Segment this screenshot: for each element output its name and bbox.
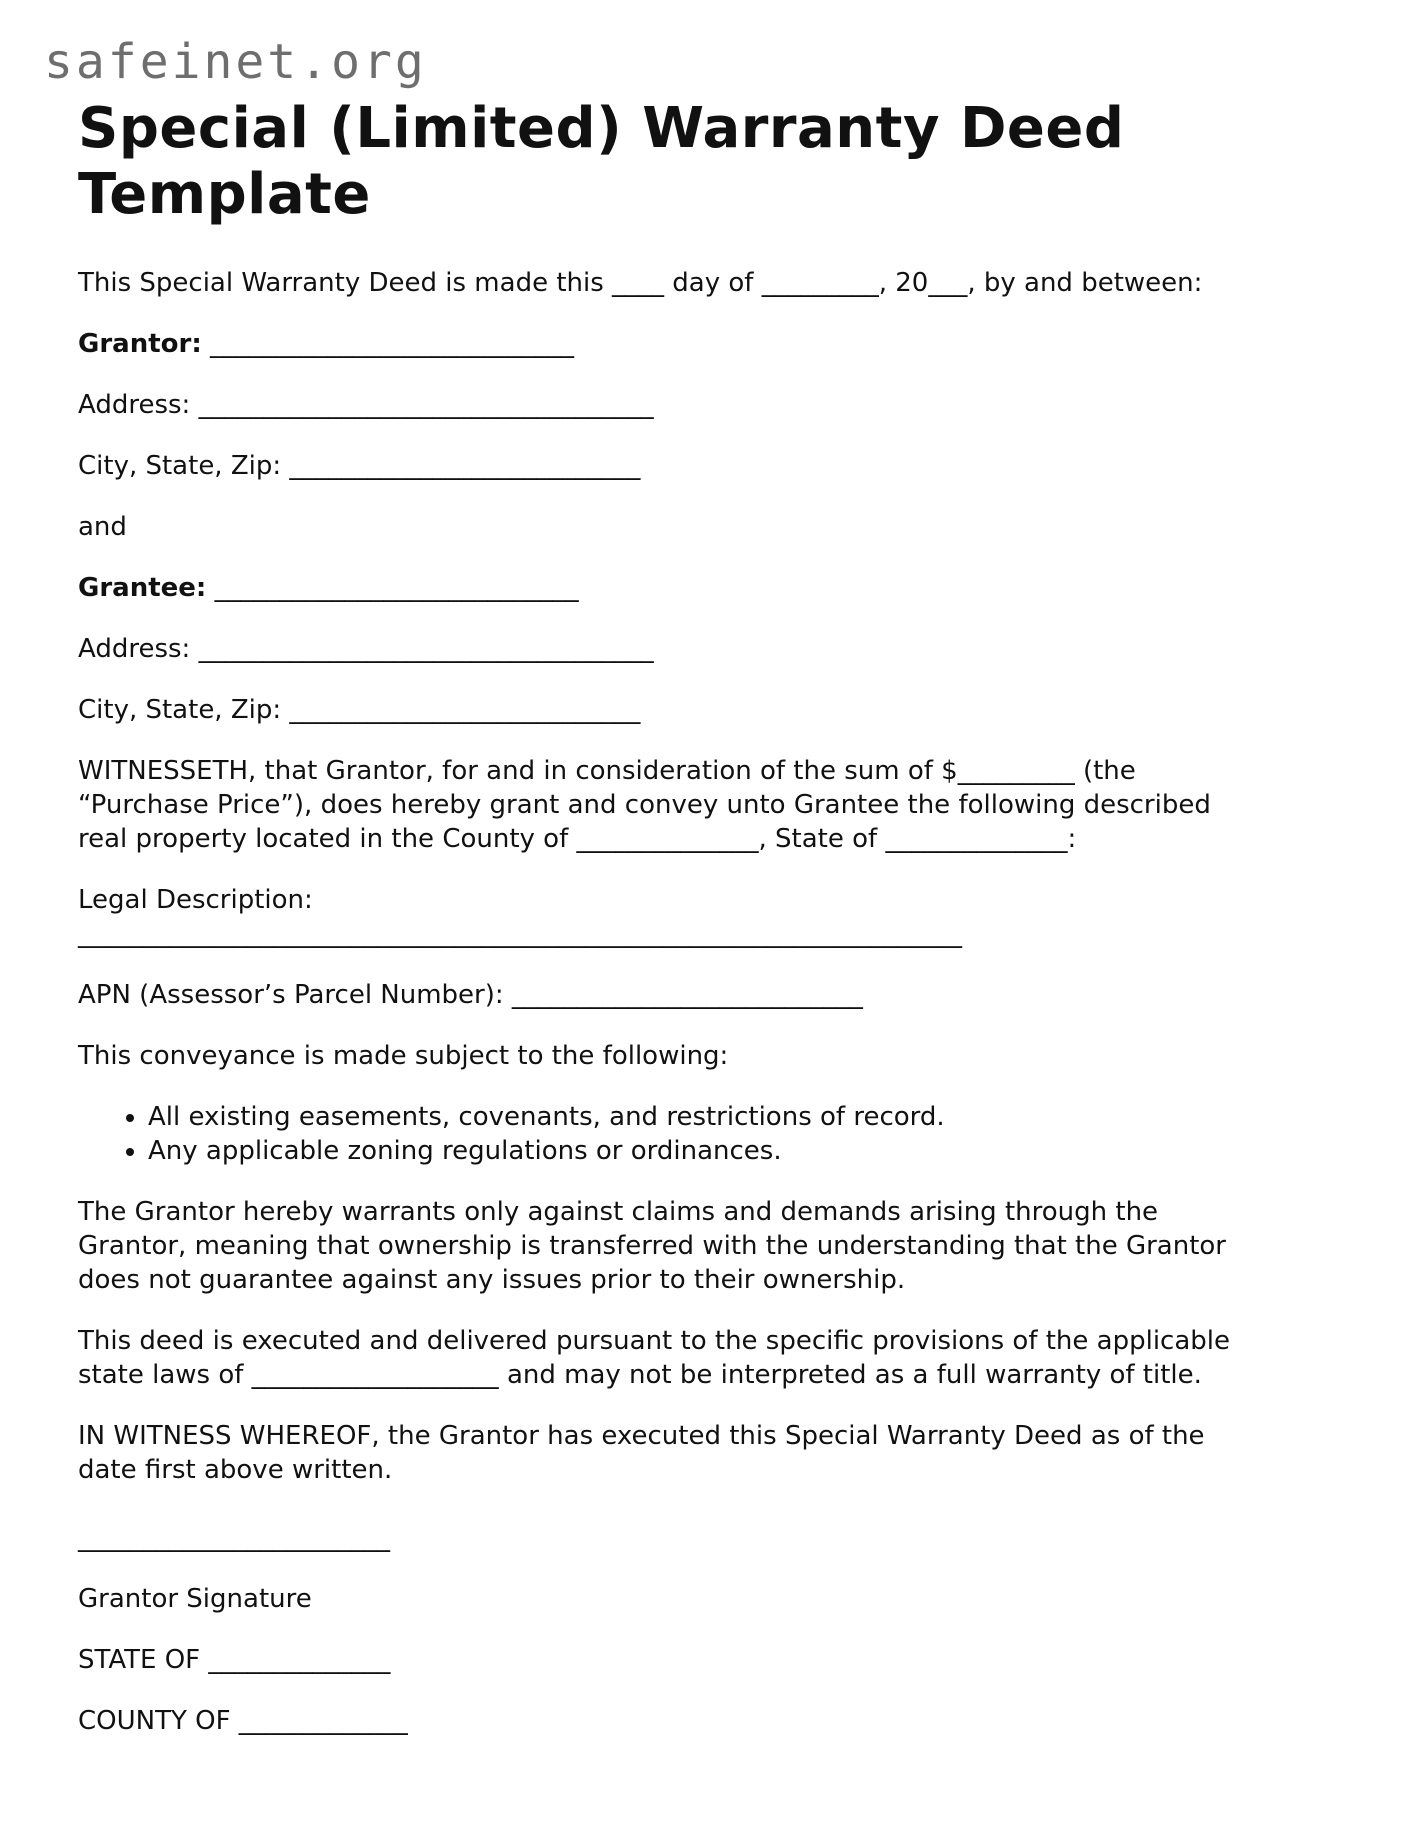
witnesseth-line-1: WITNESSETH, that Grantor, for and in consideration of the sum of $_________ (the — [78, 756, 1136, 786]
grantee-address: Address: ___________________________________ — [78, 634, 654, 664]
warranty-line-1: The Grantor hereby warrants only against claims and demands arising through the — [78, 1197, 1159, 1227]
executed-line-2: state laws of ___________________ and may not be interpreted as a full warranty of title. — [78, 1360, 1202, 1390]
grantee-label: Grantee: — [78, 573, 207, 603]
list-item: • Any applicable zoning regulations or ordinances. — [148, 1134, 1338, 1168]
grantee-line — [78, 571, 1338, 605]
witness-paragraph — [78, 1419, 1338, 1487]
witnesseth-line-2: “Purchase Price”), does hereby grant and convey unto Grantee the following described — [78, 790, 1211, 820]
witness-line-2: date first above written. — [78, 1455, 393, 1485]
witnesseth-paragraph — [78, 754, 1338, 856]
signature-label: Grantor Signature — [78, 1584, 312, 1614]
warranty-line-3: does not guarantee against any issues prior to their ownership. — [78, 1265, 906, 1295]
legal-description — [78, 883, 1338, 951]
county-of-line: COUNTY OF _____________ — [78, 1706, 408, 1736]
witness-line-1: IN WITNESS WHEREOF, the Grantor has executed this Special Warranty Deed as of the — [78, 1421, 1205, 1451]
conveyance-intro: This conveyance is made subject to the following: — [78, 1041, 729, 1071]
witnesseth-line-3: real property located in the County of ______________, State of ______________: — [78, 824, 1077, 854]
grantor-city-state-zip: City, State, Zip: ___________________________ — [78, 451, 641, 481]
conditions-list — [78, 1100, 1338, 1168]
state-of-line: STATE OF ______________ — [78, 1645, 391, 1675]
grantee-blank: ____________________________ — [206, 573, 579, 603]
grantee-city-state-zip: City, State, Zip: ___________________________ — [78, 695, 641, 725]
list-item: • All existing easements, covenants, and restrictions of record. — [148, 1100, 1338, 1134]
warranty-paragraph — [78, 1195, 1338, 1297]
grantor-label: Grantor: — [78, 329, 202, 359]
warranty-line-2: Grantor, meaning that ownership is transferred with the understanding that the Grantor — [78, 1231, 1226, 1261]
legal-description-blank: ____________________________________________________________________ — [78, 919, 962, 949]
executed-paragraph — [78, 1324, 1338, 1392]
intro-paragraph: This Special Warranty Deed is made this ____ day of _________, 20___, by and between: — [78, 268, 1203, 298]
deed-document — [78, 96, 1338, 1765]
signature-blank: ________________________ — [78, 1523, 390, 1553]
executed-line-1: This deed is executed and delivered pursuant to the specific provisions of the applicable — [78, 1326, 1231, 1356]
document-title: Special (Limited) Warranty Deed Template — [78, 96, 1125, 227]
connector-and: and — [78, 512, 127, 542]
grantor-address: Address: ___________________________________ — [78, 390, 654, 420]
grantor-blank: ____________________________ — [201, 329, 574, 359]
watermark-text: safeinet.org — [44, 34, 427, 90]
grantor-line — [78, 327, 1338, 361]
legal-description-label: Legal Description: — [78, 885, 313, 915]
apn-line: APN (Assessor’s Parcel Number): ___________________________ — [78, 980, 863, 1010]
